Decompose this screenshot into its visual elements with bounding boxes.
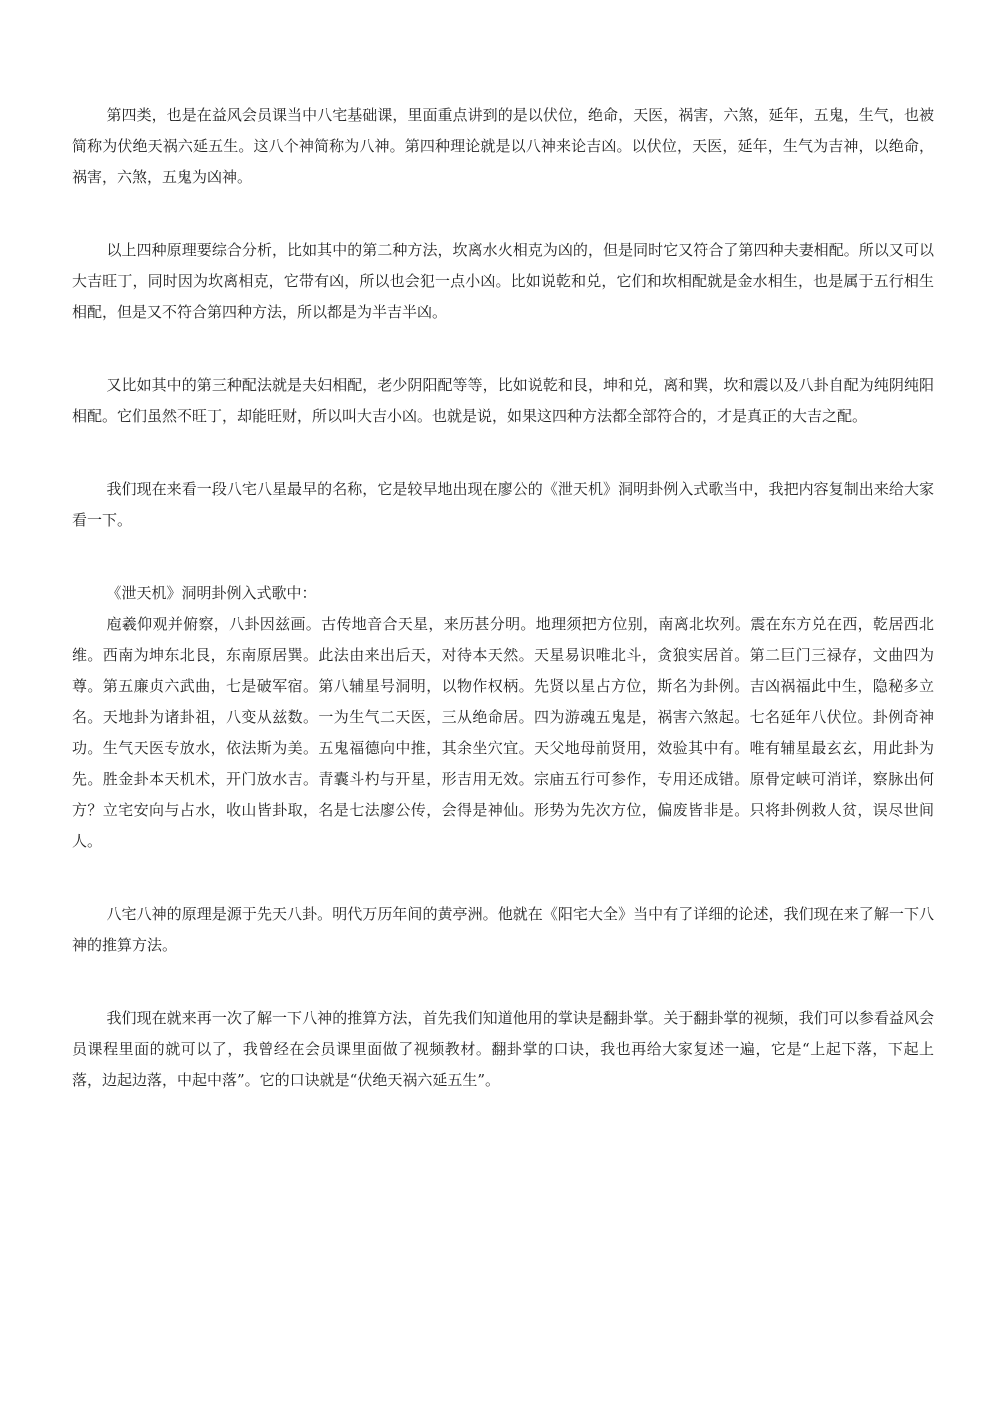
paragraph-gap — [72, 328, 934, 370]
quote-title: 《泄天机》洞明卦例入式歌中： — [106, 584, 317, 602]
paragraph-calculation-method: 我们现在就来再一次了解一下八神的推算方法，首先我们知道他用的掌诀是翻卦掌。关于翻卦掌的视频，我们可以参看益风会员课程里面的就可以了，我曾经在会员课里面做了视频教材。翻卦掌的口诀，我也再给大家复述一遍，它是“上起下落，下起上落，边起边落，中起中落”。它的口诀就是“伏绝天祸六延五生”。 — [72, 1009, 934, 1089]
paragraph-eight-gods: 第四类，也是在益风会员课当中八宅基础课，里面重点讲到的是以伏位，绝命，天医，祸害，六煞，延年，五鬼，生气，也被简称为伏绝天祸六延五生。这八个神简称为八神。第四种理论就是以八神来论吉凶。以伏位，天医，延年，生气为吉神，以绝命，祸害，六煞，五鬼为凶神。 — [72, 106, 934, 186]
document-page — [72, 100, 934, 1096]
quoted-poem: 庖羲仰观并俯察，八卦因兹画。古传地音合天星，来历甚分明。地理须把方位别，南离北坎列。震在东方兑在西，乾居西北维。西南为坤东北艮，东南原居巽。此法由来出后天，对待本天然。天星易识唯北斗，贪狼实居首。第二巨门三禄存，文曲四为尊。第五廉贞六武曲，七是破军宿。第八辅星号洞明，以物作权柄。先贤以星占方位，斯名为卦例。吉凶祸福此中生，隐秘多立名。天地卦为诸卦祖，八变从兹数。一为生气二天医，三从绝命居。四为游魂五鬼是，祸害六煞起。七名延年八伏位。卦例奇神功。生气天医专放水，依法斯为美。五鬼福德向中推，其余坐穴宜。天父地母前贤用，效验其中有。唯有辅星最玄玄，用此卦为先。胜金卦本天机术，开门放水吉。青囊斗杓与开星，形吉用无效。宗庙五行可参作，专用还成错。原骨定峡可消详，察脉出何方？立宅安向与占水，收山皆卦取，名是七法廖公传，会得是神仙。形势为先次方位，偏废皆非是。只将卦例救人贫，误尽世间人。 — [72, 615, 934, 850]
paragraph-gap — [72, 432, 934, 474]
paragraph-gap — [72, 857, 934, 899]
paragraph-third-method: 又比如其中的第三种配法就是夫妇相配，老少阴阳配等等，比如说乾和艮，坤和兑，离和巽，坎和震以及八卦自配为纯阴纯阳相配。它们虽然不旺丁，却能旺财，所以叫大吉小凶。也就是说，如果这四种方法都全部符合的，才是真正的大吉之配。 — [72, 376, 934, 425]
paragraph-four-principles: 以上四种原理要综合分析，比如其中的第二种方法，坎离水火相克为凶的，但是同时它又符合了第四种夫妻相配。所以又可以大吉旺丁，同时因为坎离相克，它带有凶，所以也会犯一点小凶。比如说乾和兑，它们和坎相配就是金水相生，也是属于五行相生相配，但是又不符合第四种方法，所以都是为半吉半凶。 — [72, 241, 934, 321]
paragraph-gap — [72, 961, 934, 1003]
paragraph-gap — [72, 536, 934, 578]
paragraph-origin: 八宅八神的原理是源于先天八卦。明代万历年间的黄亭洲。他就在《阳宅大全》当中有了详细的论述，我们现在来了解一下八神的推算方法。 — [72, 905, 934, 954]
paragraph-gap — [72, 193, 934, 235]
paragraph-earliest-names: 我们现在来看一段八宅八星最早的名称，它是较早地出现在廖公的《泄天机》洞明卦例入式歌当中，我把内容复制出来给大家看一下。 — [72, 480, 934, 529]
